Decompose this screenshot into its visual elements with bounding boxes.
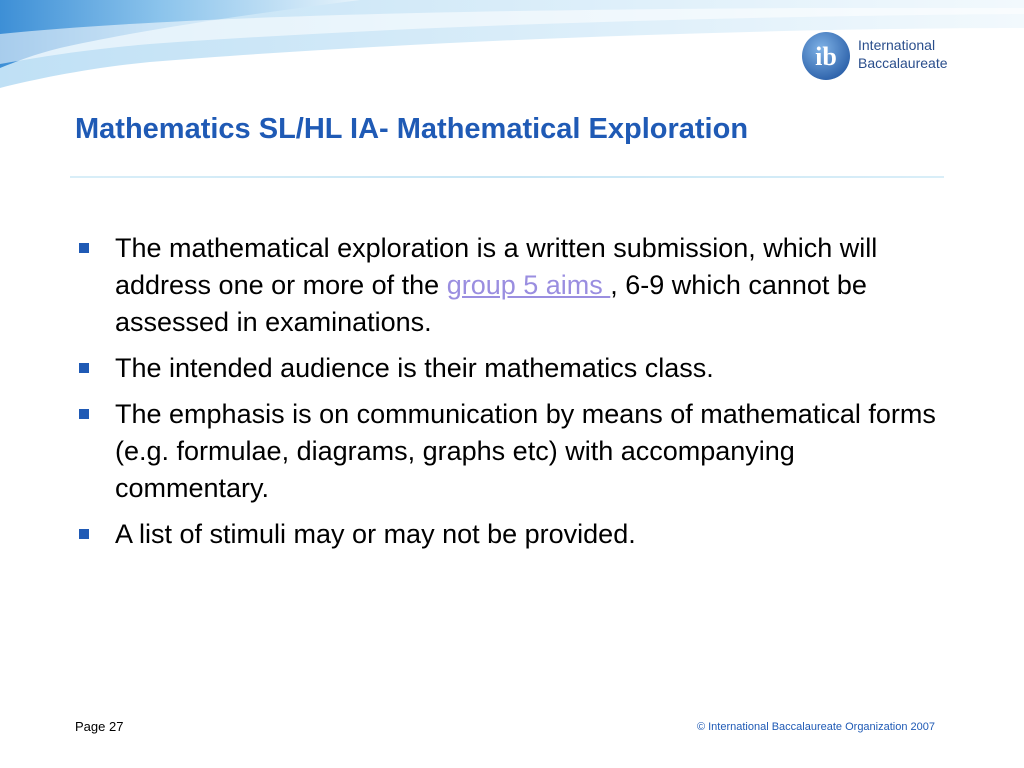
logo-text-line2: Baccalaureate <box>858 55 948 71</box>
bullet-item <box>75 516 945 553</box>
bullet-text: , 6-9 which cannot be assessed in examinations. <box>115 270 867 337</box>
bullet-list <box>75 230 945 562</box>
square-bullet-icon <box>79 409 89 419</box>
ib-logo-mark: ib <box>815 42 837 71</box>
slide-title: Mathematics SL/HL IA- Mathematical Exploration <box>75 113 749 145</box>
ib-logo-icon <box>800 30 852 82</box>
bullet-item <box>75 396 945 507</box>
square-bullet-icon <box>79 363 89 373</box>
bullet-text: The intended audience is their mathematics class. <box>115 353 714 383</box>
bullet-text: The emphasis is on communication by means of mathematical forms (e.g. formulae, diagrams, graphs etc) with accompanying commentary. <box>115 399 936 503</box>
bullet-text: A list of stimuli may or may not be provided. <box>115 519 636 549</box>
square-bullet-icon <box>79 529 89 539</box>
ib-logo <box>800 30 960 86</box>
title-divider <box>70 176 944 178</box>
logo-text-line1: International <box>858 37 936 53</box>
page-number: Page 27 <box>75 719 124 734</box>
bullet-text: The mathematical exploration is a written submission, which will address one or more of the <box>115 233 878 300</box>
bullet-item <box>75 230 945 341</box>
bullet-item <box>75 350 945 387</box>
square-bullet-icon <box>79 243 89 253</box>
copyright-notice: © International Baccalaureate Organization 2007 <box>696 721 935 733</box>
group-5-aims-link[interactable]: group 5 aims <box>446 270 611 300</box>
